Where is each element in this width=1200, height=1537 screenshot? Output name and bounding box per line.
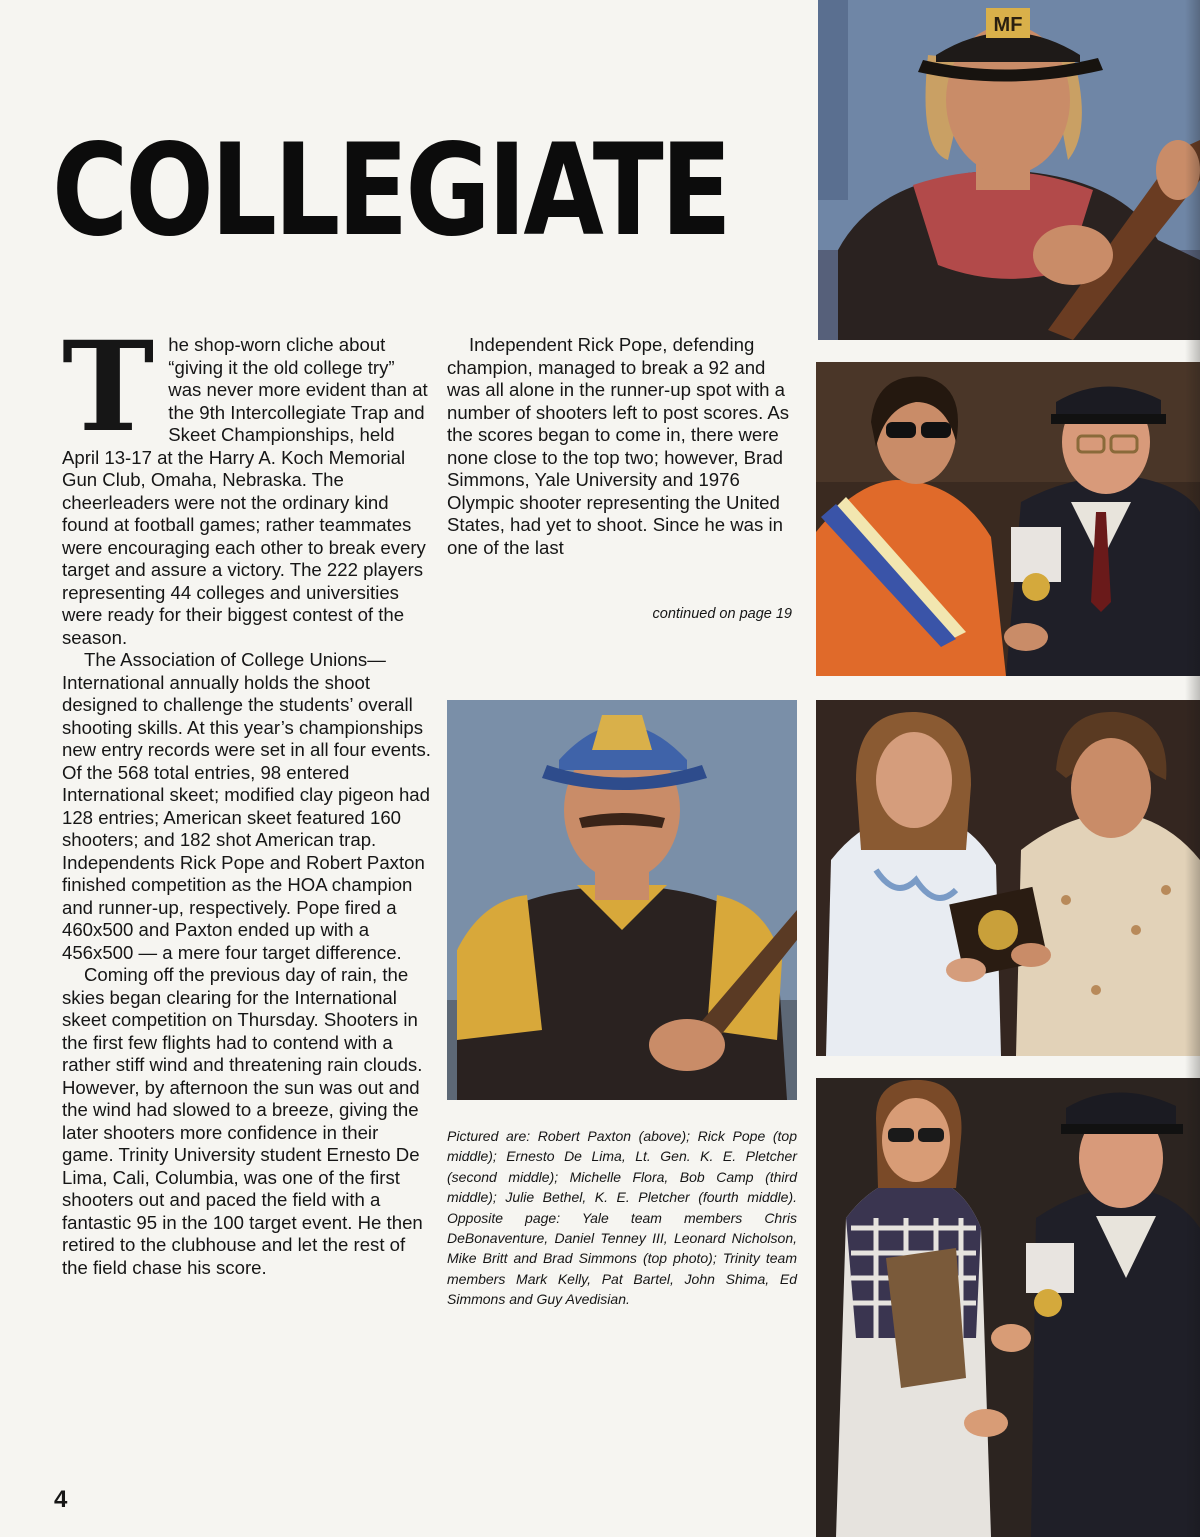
- drop-cap: T: [62, 315, 155, 460]
- page-number: 4: [54, 1486, 68, 1513]
- paragraph-intro: [62, 315, 432, 649]
- paragraph-international-skeet: Coming off the previous day of rain, the skies began clearing for the International skeet competition on Thursday. Shooters in the first few flights had to contend with a rather stiff wind and threatening rain clouds. However, by afternoon the sun was out and the wind had slowed to a breeze, giving the later shooters more confidence in their game. Trinity University student Ernesto De Lima, Cali, Columbia, was one of the first shooters out and paced the field with a fantastic 95 in the 100 target event. He then retired to the clubhouse and let the rest of the field chase his score.: [62, 964, 423, 1278]
- photo-ernesto-de-lima: [816, 362, 1200, 676]
- paragraph-rick-pope: Independent Rick Pope, defending champion, managed to break a 92 and was all alone in the runner-up spot with a number of shooters left to post scores. As the scores began to come in, there were none close to the top two; however, Brad Simmons, Yale University and 1976 Olympic shooter representing the United States, had yet to shoot. Since he was in one of the last: [447, 334, 790, 558]
- paragraph-association: The Association of College Unions—International annually holds the shoot designed to challenge the students’ overall shooting skills. At this year’s championships new entry records were set in all four events. Of the 568 total entries, 98 entered International skeet; modified clay pigeon had 128 entries; American skeet featured 160 shooters; and 182 shot American trap. Independents Rick Pope and Robert Paxton finished competition as the HOA champion and runner-up, respectively. Pope fired a 460x500 and Paxton ended up with a 456x500 — a mere four target difference.: [62, 649, 431, 963]
- article-headline: COLLEGIATE: [52, 115, 729, 265]
- photo-julie-bethel-pletcher: [816, 1078, 1200, 1537]
- photo-robert-paxton: [818, 0, 1200, 340]
- photo-michelle-flora-bob-camp: [816, 700, 1200, 1056]
- cap-logo-text: MF: [993, 14, 1023, 36]
- photo-caption: Pictured are: Robert Paxton (above); Rick Pope (top middle); Ernesto De Lima, Lt. Gen. K. E. Pletcher (second middle); Michelle Flora, Bob Camp (third middle); Julie Bethel, K. E. Pletcher (fourth middle). Opposite page: Yale team members Chris DeBonaventure, Daniel Tenney III, Leonard Nicholson, Mike Britt and Brad Simmons (top photo); Trinity team members Mark Kelly, Pat Bartel, John Shima, Ed Simmons and Guy Avedisian.: [447, 1128, 797, 1308]
- article-column-1: [62, 315, 432, 1279]
- continued-note: continued on page 19: [652, 606, 792, 622]
- article-column-2: [447, 334, 797, 559]
- page-binding-shadow: [1185, 0, 1200, 1537]
- paragraph-intro-text: he shop-worn cliche about “giving it the old college try” was never more evident than at the 9th Intercollegiate Trap and Skeet Championships, held April 13-17 at the Harry A. Koch Memorial Gun Club, Omaha, Nebraska. The cheerleaders were not the ordinary kind found at football games; rather teammates were encouraging each other to break every target and assure a victory. The 222 players representing 44 colleges and universities were ready for their biggest contest of the season.: [62, 334, 428, 648]
- photo-rick-pope: [447, 700, 797, 1100]
